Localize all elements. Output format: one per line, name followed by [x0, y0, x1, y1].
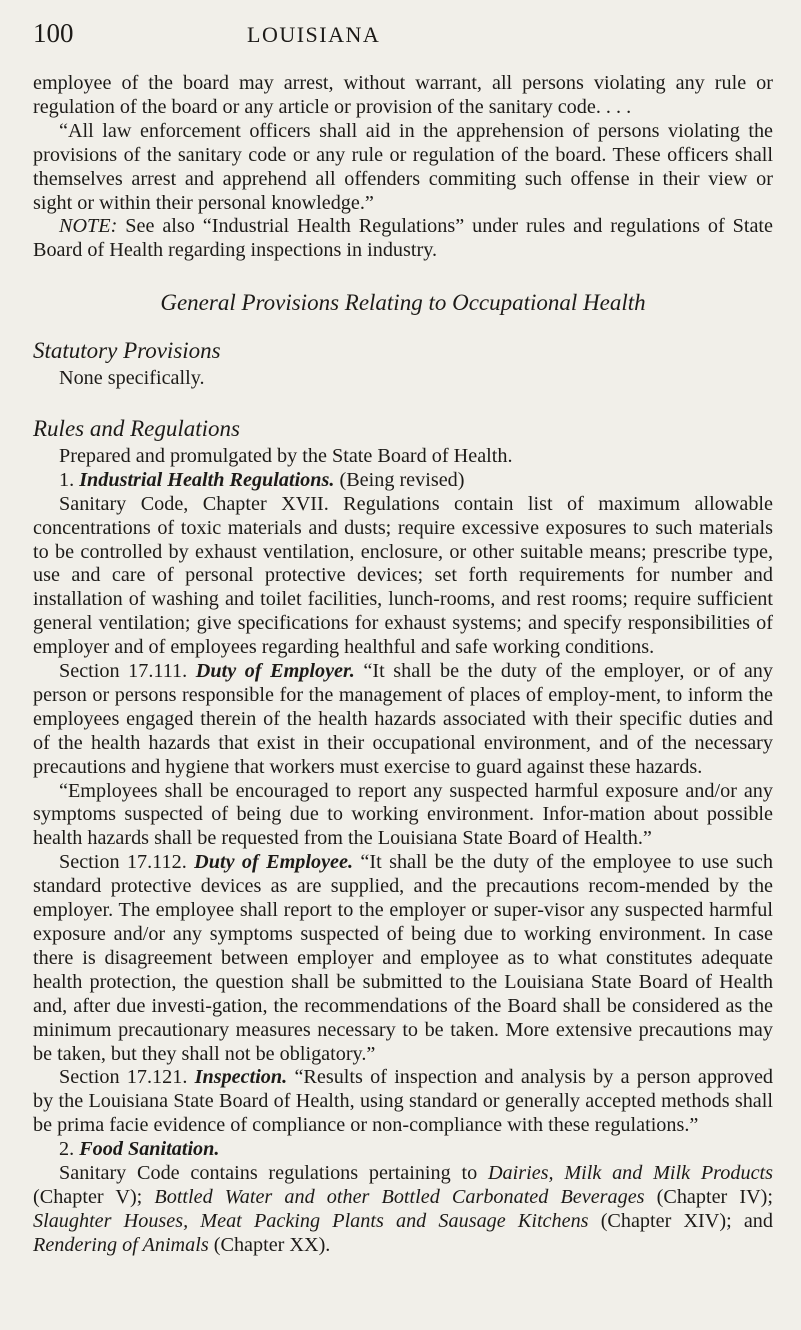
rules-heading: Rules and Regulations	[33, 415, 240, 441]
item-number: 2.	[59, 1138, 80, 1161]
item-note: (Being revised)	[334, 468, 465, 491]
item-number: 1.	[59, 468, 80, 491]
running-head: LOUISIANA	[247, 22, 381, 47]
section-17-121	[33, 1066, 773, 1138]
paragraph-note	[33, 215, 773, 263]
section-text: “Results of inspection and analysis by a person approved by the Louisiana State Board of Health, using standard or generally accepted methods shall be prima facie evidence of compliance or non-compliance with these regulations.”	[33, 1066, 773, 1137]
bottled-water-reference: Bottled Water and other Bottled Carbonated Beverages	[154, 1185, 645, 1208]
section-text: “It shall be the duty of the employer, or of any person or persons responsible for the management of places of employ-ment, to inform the employees engaged therein of the health hazards associated with their specific duties and of the health hazards that exist in their occupational environment, and of the necessary precautions and hygiene that workers must exercise to guard against these hazards.	[33, 660, 773, 778]
statutory-text: None specifically.	[59, 367, 205, 390]
sanitary-code-paragraph: Sanitary Code, Chapter XVII. Regulations contain list of maximum allowable concentrations of toxic materials and dusts; require excessive exposures to such materials to be controlled by exhaust ventilation, enclosure, or other suitable means; prescribe type, use and care of personal protective devices; set forth requirements for number and installation of washing and toilet facilities, lunch-rooms, and rest rooms; require sufficient general ventilation; give specifications for exhaust systems; and specify responsibilities of employer and of employees regarding healthful and safe working conditions.	[33, 492, 773, 659]
section-17-111-continued: “Employees shall be encouraged to report any suspected harmful exposure and/or any symptoms suspected of being due to working environment. Infor-mation about possible health hazards shall be requested from the Louisiana State Board of Health.”	[33, 779, 773, 850]
section-17-111	[33, 660, 773, 780]
section-heading: General Provisions Relating to Occupational Health	[160, 290, 646, 316]
page-header	[33, 18, 773, 58]
rules-intro: Prepared and promulgated by the State Board of Health.	[59, 444, 513, 467]
section-17-112	[33, 851, 773, 1066]
section-title: Duty of Employer.	[195, 660, 355, 683]
rules-item-1	[33, 469, 773, 493]
section-label: Section 17.121.	[59, 1066, 195, 1089]
section-text: “It shall be the duty of the employee to use such standard protective devices as are supplied, and the precautions recom-mended by the employer. The employee shall report to the employer or super-visor any suspected harmful exposure and/or any symptoms suspected of being due to working environment. In case there is disagreement between employer and employee as to what constitutes adequate health protection, the question shall be submitted to the Louisiana State Board of Health and, after due investi-gation, the recommendations of the Board shall be considered as the minimum precautionary measures necessary to be taken. More extensive precautions may be taken, but they shall not be obligatory.”	[33, 851, 773, 1065]
note-text: See also “Industrial Health Regulations” under rules and regulations of State Board of Health regarding inspections in industry.	[33, 215, 773, 262]
item-title: Food Sanitation.	[79, 1138, 220, 1161]
section-label: Section 17.111.	[59, 660, 196, 683]
page-body	[33, 72, 773, 1258]
slaughter-houses-reference: Slaughter Houses, Meat Packing Plants and Sausage Kitchens	[33, 1209, 589, 1232]
section-title: Inspection.	[194, 1066, 288, 1089]
food-sanitation-paragraph: Sanitary Code contains regulations pertaining to Dairies, Milk and Milk Products (Chapter V); Bottled Water and other Bottled Carbonated Beverages (Chapter IV); Slaughter Houses, Meat Packing Plants and Sausage Kitchens (Chapter XIV); and Rendering of Animals (Chapter XX).	[33, 1162, 774, 1256]
item-title: Industrial Health Regulations.	[79, 468, 335, 491]
note-label: NOTE:	[59, 215, 118, 238]
section-label: Section 17.112.	[59, 851, 195, 874]
paragraph-law-enforcement: “All law enforcement officers shall aid in the apprehension of persons violating the provisions of the sanitary code or any rule or regulation of the board. These officers shall themselves arrest and apprehend all offenders commiting such offense in their view or sight or within their personal knowledge.”	[33, 119, 773, 214]
rendering-reference: Rendering of Animals	[33, 1233, 209, 1256]
dairies-reference: Dairies, Milk and Milk Products	[487, 1162, 773, 1185]
paragraph-intro: employee of the board may arrest, without warrant, all persons violating any rule or regulation of the board or any article or provision of the sanitary code. . . .	[33, 72, 773, 118]
statutory-heading: Statutory Provisions	[33, 338, 221, 364]
section-title: Duty of Employee.	[194, 851, 354, 874]
page-number: 100	[33, 18, 74, 48]
rules-item-2	[33, 1138, 773, 1162]
